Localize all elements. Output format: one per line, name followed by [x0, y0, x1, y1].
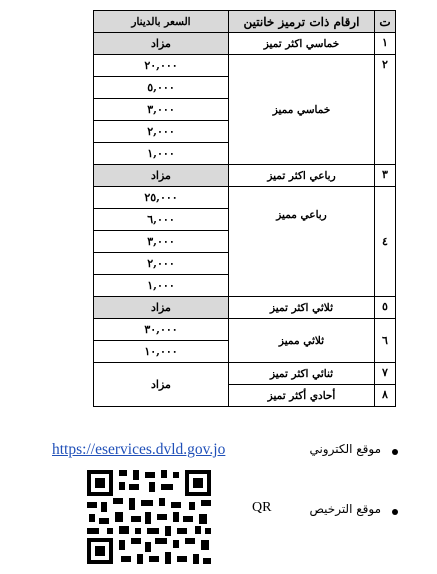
row-type: أحادي أكثر تميز	[229, 385, 375, 407]
license-label: موقع الترخيص	[309, 502, 381, 516]
price-cell: ٥,٠٠٠	[94, 77, 229, 99]
price-cell: ٢,٠٠٠	[94, 121, 229, 143]
table-row	[94, 165, 396, 187]
header-type: ارقام ذات ترميز خانتين	[229, 11, 375, 33]
price-cell: ٢٠,٠٠٠	[94, 55, 229, 77]
bullet-icon	[392, 449, 398, 455]
price-cell: ١٠,٠٠٠	[94, 341, 229, 363]
row-type: رباعي مميز	[229, 187, 375, 297]
row-num: ٦	[375, 319, 396, 363]
price-cell: ١,٠٠٠	[94, 275, 229, 297]
auction-cell: مزاد	[94, 363, 229, 407]
price-cell: ٢,٠٠٠	[94, 253, 229, 275]
row-num: ١	[375, 33, 396, 55]
qr-label: QR	[252, 500, 272, 515]
row-type: ثلاثي مميز	[229, 319, 375, 363]
table-row	[94, 319, 396, 341]
price-cell: ٣,٠٠٠	[94, 99, 229, 121]
price-cell: ٣,٠٠٠	[94, 231, 229, 253]
auction-cell: مزاد	[94, 165, 229, 187]
website-link[interactable]: https://eservices.dvld.gov.jo	[52, 441, 226, 458]
plates-price-table	[93, 10, 396, 407]
bullet-icon	[392, 509, 398, 515]
table-row	[94, 187, 396, 209]
header-num: ت	[375, 11, 396, 33]
table-row	[94, 363, 396, 385]
row-type: ثنائي اكثر تميز	[229, 363, 375, 385]
auction-cell: مزاد	[94, 297, 229, 319]
table-header-row	[94, 11, 396, 33]
row-type: رباعي اكثر تميز	[229, 165, 375, 187]
row-type: ثلاثي اكثر تميز	[229, 297, 375, 319]
price-cell: ٣٠,٠٠٠	[94, 319, 229, 341]
row-num: ٧	[375, 363, 396, 385]
row-num: ٣	[375, 165, 396, 187]
price-cell: ٦,٠٠٠	[94, 209, 229, 231]
row-type: خماسي اكثر تميز	[229, 33, 375, 55]
website-label: موقع الكتروني	[309, 442, 381, 456]
row-num: ٤	[375, 187, 396, 297]
table-row	[94, 297, 396, 319]
row-num: ٨	[375, 385, 396, 407]
table-row	[94, 33, 396, 55]
row-num: ٢	[375, 55, 396, 165]
qr-code-icon[interactable]	[85, 468, 213, 566]
row-num: ٥	[375, 297, 396, 319]
table-row	[94, 55, 396, 77]
auction-cell: مزاد	[94, 33, 229, 55]
header-price: السعر بالدينار	[94, 11, 229, 33]
price-cell: ١,٠٠٠	[94, 143, 229, 165]
row-type: خماسي مميز	[229, 55, 375, 165]
price-cell: ٢٥,٠٠٠	[94, 187, 229, 209]
